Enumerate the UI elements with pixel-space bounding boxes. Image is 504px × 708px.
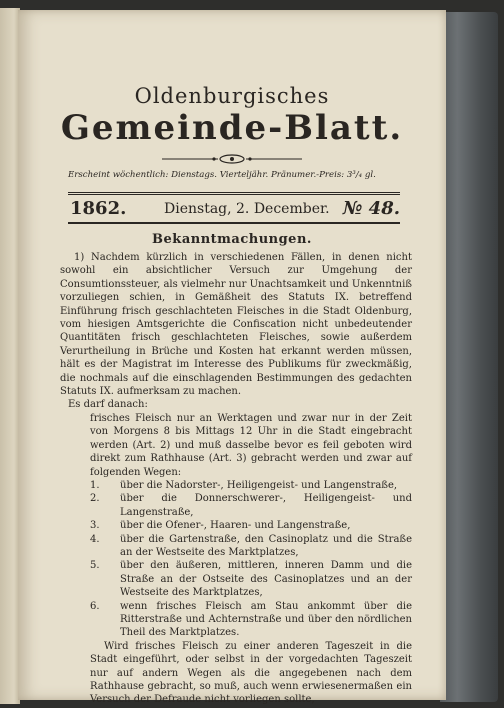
issue-date: Dienstag, 2. December.	[164, 201, 330, 217]
article-body	[60, 251, 412, 707]
list-item: 4. über die Gartenstraße, den Casinoplatz und die Straße an der Westseite des Marktplatzes,	[90, 533, 412, 558]
newspaper-page	[18, 10, 446, 706]
lead-line: Es darf danach:	[68, 399, 148, 411]
book-cover-edge	[440, 12, 498, 702]
previous-page-edge	[0, 8, 20, 704]
masthead-line-1: Oldenburgisches	[134, 84, 330, 108]
section-title: Bekanntmachungen.	[152, 232, 312, 247]
list-item: 6. wenn frisches Fleisch am Stau ankommt über die Ritterstraße und Achternstraße und über den nördlichen Theil des Marktplatzes.	[90, 600, 412, 639]
issue-year: 1862.	[70, 198, 127, 219]
list-item: 5. über den äußeren, mittleren, inneren Damm und die Straße an der Ostseite des Casinoplatzes und an der Westseite des Marktplatzes,	[90, 560, 412, 599]
issue-bar	[70, 198, 400, 220]
route-list	[90, 479, 412, 640]
masthead-title: Gemeinde-Blatt.	[60, 108, 404, 148]
list-item: 2. über die Donnerschwerer-, Heiligengeist- und Langenstraße,	[90, 493, 412, 518]
rule-top	[68, 192, 400, 193]
ornament-divider	[162, 153, 302, 165]
list-item: 3. über die Ofener-, Haaren- und Langenstraße,	[90, 520, 351, 532]
rule-paragraph: frisches Fleisch nur an Werktagen und zwar nur in der Zeit von Morgens 8 bis Mittags 12 Uhr in die Stadt eingebracht werden (Art. 2) und muß dasselbe bevor es feil geboten wird direkt zum Rathhause (Art. 3) gebracht werden und zwar auf folgenden Wegen:	[90, 412, 412, 478]
rule-bottom	[68, 222, 400, 224]
rule-top-double	[68, 194, 400, 195]
publication-info: Erscheint wöchentlich: Dienstags. Vierteljähr. Pränumer.-Preis: 3³/₄ gl.	[68, 170, 376, 180]
closing-paragraph: Wird frisches Fleisch zu einer anderen Tageszeit in die Stadt eingeführt, oder selbst in der vorgedachten Tageszeit nur auf andern Wegen als die angegebenen nach dem Rathhause gebracht, so muß, auch wenn erwiesenermaßen ein Versuch der Defraude nicht vorliegen sollte,	[90, 640, 412, 706]
list-item: 1. über die Nadorster-, Heiligengeist- und Langenstraße,	[90, 479, 398, 491]
issue-number: № 48.	[342, 198, 400, 219]
intro-paragraph: 1) Nachdem kürzlich in verschiedenen Fällen, in denen nicht sowohl ein absichtlicher Versuch zur Umgehung der Consumtionssteuer, als vielmehr nur Unachtsamkeit und Unkenntniß vorzuliegen schien, in Gemäßheit des Statuts IX. betreffend Einführung frisch geschlachteten Fleisches in die Stadt Oldenburg, vom hiesigen Amtsgerichte die Confiscation nicht unbedeutender Quantitäten frisch geschlachteten Fleisches, sowie außerdem Verurtheilung in Brüche und Kosten hat erkannt werden müssen, hält es der Magistrat im Interesse des Publikums für zweckmäßig, die nochmals auf die einschlagenden Bestimmungen des gedachten Statuts IX. aufmerksam zu machen.	[60, 252, 412, 398]
